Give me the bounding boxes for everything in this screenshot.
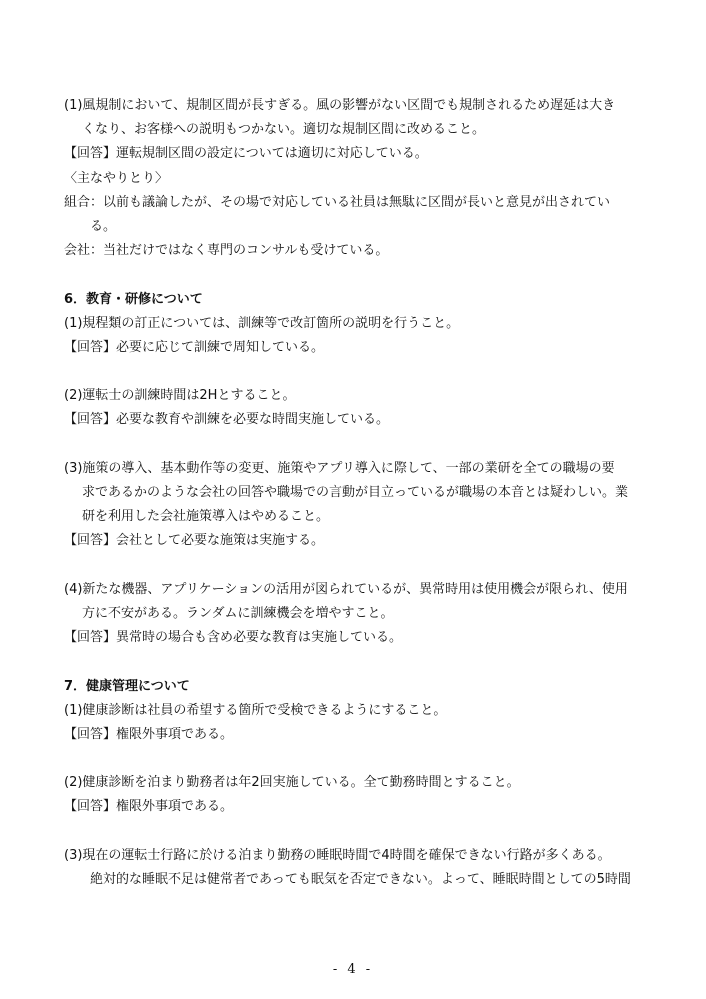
document-body [64,94,642,892]
section-heading: 6．教育・研修について [64,291,203,307]
text-line: くなり、お客様への説明もつかない。適切な規制区間に改めること。 [82,122,486,138]
text-line: 絶対的な睡眠不足は健常者であっても眠気を否定できない。よって、睡眠時間としての5時間 [90,872,631,887]
text-line: 〈主なやりとり〉 [64,170,169,186]
text-line: 【回答】会社として必要な施策は実施する。 [64,533,325,549]
text-line: 組合：以前も議論したが、その場で対応している社員は無駄に区間が長いと意見が出されてい [64,194,611,210]
text-line: (1)規程類の訂正については、訓練等で改訂箇所の説明を行うこと。 [64,315,460,331]
text-line: 【回答】必要に応じて訓練で周知している。 [64,339,325,355]
text-line: (4)新たな機器、アプリケーションの活用が図られているが、異常時用は使用機会が限られ、使用 [64,581,628,597]
blank-line [64,747,642,771]
text-line: 【回答】権限外事項である。 [64,799,234,815]
blank-line [64,263,642,287]
text-line: (3)施策の導入、基本動作等の変更、施策やアプリ導入に際して、一部の業研を全ての職場の要 [64,460,615,476]
blank-line [64,433,642,457]
page-number: - 4 - [332,962,374,977]
text-line: (3)現在の運転士行路に於ける泊まり勤務の睡眠時間で4時間を確保できない行路が多くある。 [64,847,611,863]
text-line: 研を利用した会社施策導入はやめること。 [82,509,330,525]
text-line: 【回答】権限外事項である。 [64,726,234,742]
blank-line [64,554,642,578]
blank-line [64,820,642,844]
text-line: (2)運転士の訓練時間は2Hとすること。 [64,388,296,404]
blank-line [64,360,642,384]
text-line: 会社：当社だけではなく専門のコンサルも受けている。 [64,243,389,259]
text-line: 【回答】運転規制区間の設定については適切に対応している。 [64,146,428,162]
text-line: 方に不安がある。ランダムに訓練機会を増やすこと。 [82,605,394,621]
text-line: る。 [90,218,117,234]
text-line: (1)健康診断は社員の希望する箇所で受検できるようにすること。 [64,702,447,718]
text-line: (1)風規制において、規制区間が長すぎる。風の影響がない区間でも規制されるため遅延は大き [64,98,616,113]
blank-line [64,650,642,674]
text-line: 【回答】異常時の場合も含め必要な教育は実施している。 [64,630,403,646]
section-heading: 7．健康管理について [64,678,190,694]
text-line: 求であるかのような会社の回答や職場での言動が目立っているが職場の本音とは疑わしい。業 [82,485,629,500]
text-line: (2)健康診断を泊まり勤務者は年2回実施している。全て勤務時間とすること。 [64,775,520,791]
text-line: 【回答】必要な教育や訓練を必要な時間実施している。 [64,412,390,428]
